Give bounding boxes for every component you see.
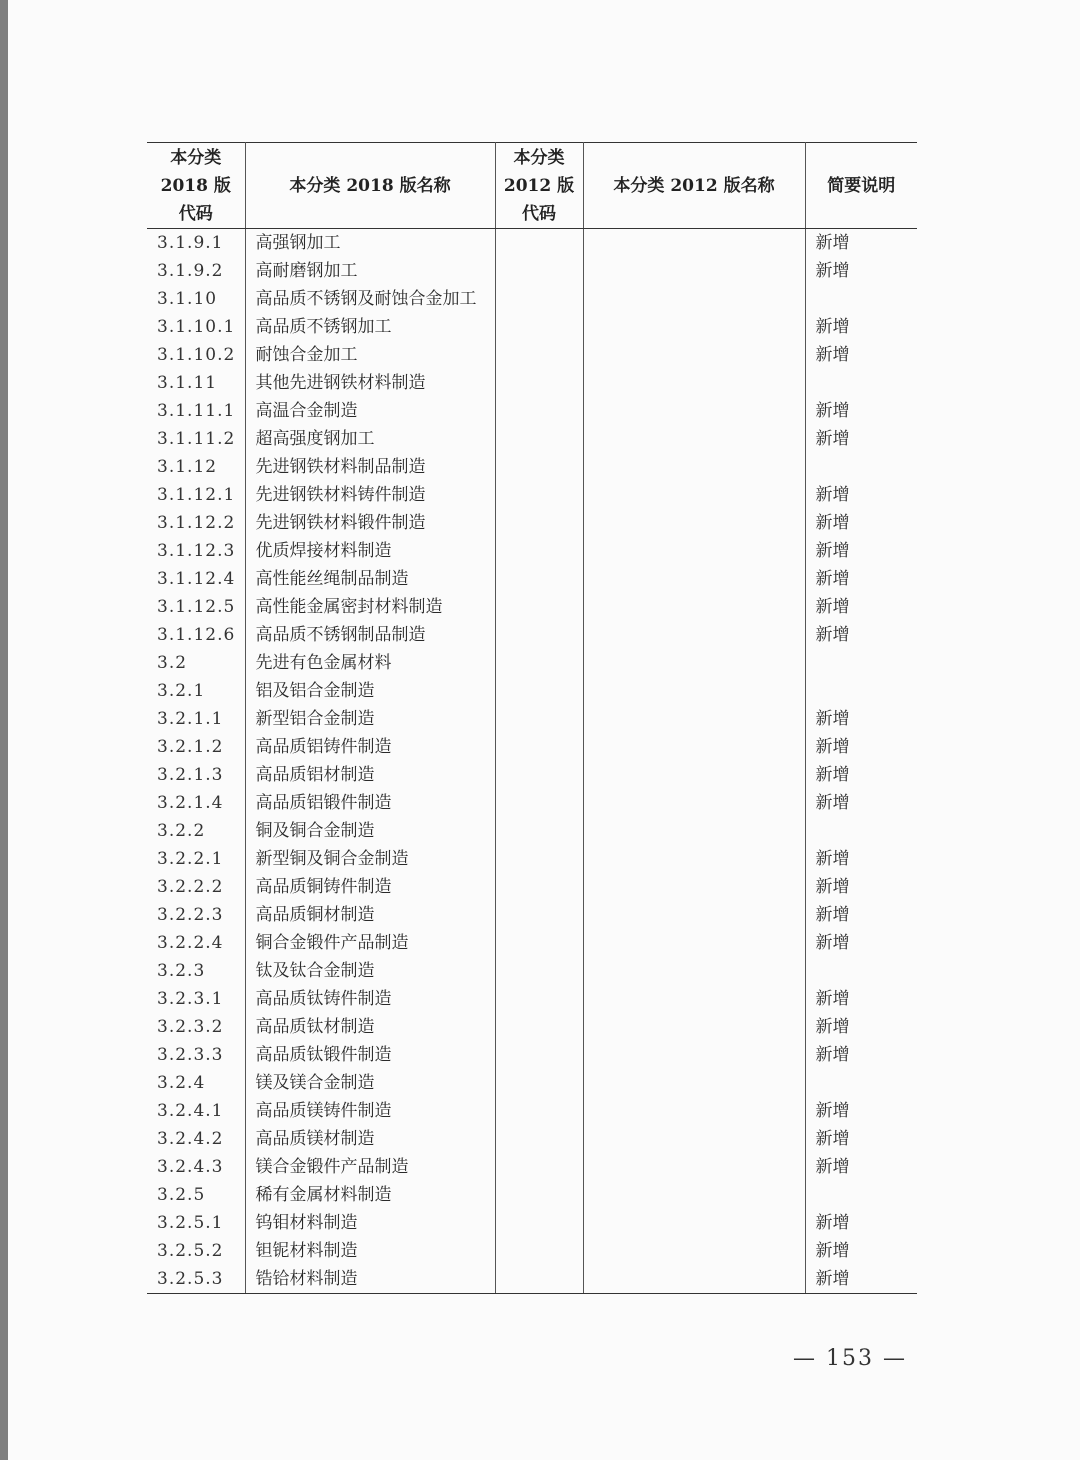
row-name-2012 <box>583 1153 805 1181</box>
row-code: 3.1.10 <box>147 285 245 313</box>
table-row <box>147 397 917 425</box>
row-code-2012 <box>495 761 583 789</box>
row-code-2012 <box>495 453 583 481</box>
row-code-2012 <box>495 733 583 761</box>
row-name-2012 <box>583 481 805 509</box>
row-name-2012 <box>583 957 805 985</box>
row-name-2018: 高品质钛铸件制造 <box>245 985 495 1013</box>
row-note: 新增 <box>815 401 850 421</box>
row-name-2018: 钨钼材料制造 <box>245 1209 495 1237</box>
table-row <box>147 929 917 957</box>
table-row <box>147 593 917 621</box>
row-name-2012 <box>583 1097 805 1125</box>
row-code: 3.1.12.6 <box>147 621 245 649</box>
row-note <box>805 1069 917 1097</box>
row-note: 新增 <box>815 737 850 757</box>
row-code: 3.2.1.2 <box>147 733 245 761</box>
row-code-2012 <box>495 565 583 593</box>
row-code: 3.2.1.1 <box>147 705 245 733</box>
row-code: 3.2.3.3 <box>147 1041 245 1069</box>
row-code: 3.1.12.1 <box>147 481 245 509</box>
table-row <box>147 1069 917 1097</box>
row-name-2012 <box>583 369 805 397</box>
row-note: 新增 <box>815 429 850 449</box>
row-name-2012 <box>583 313 805 341</box>
row-code: 3.2.2.1 <box>147 845 245 873</box>
row-name-2018: 锆铪材料制造 <box>245 1265 495 1294</box>
row-note: 新增 <box>815 1129 850 1149</box>
row-note: 新增 <box>815 1213 850 1233</box>
table-row <box>147 845 917 873</box>
row-name-2012 <box>583 1265 805 1294</box>
row-name-2012 <box>583 593 805 621</box>
row-name-2012 <box>583 1041 805 1069</box>
table-row <box>147 425 917 453</box>
table-row <box>147 649 917 677</box>
table-row <box>147 481 917 509</box>
row-code: 3.2 <box>147 649 245 677</box>
table-row <box>147 369 917 397</box>
row-code: 3.1.11.2 <box>147 425 245 453</box>
row-code: 3.2.2.4 <box>147 929 245 957</box>
row-name-2018: 高品质铜铸件制造 <box>245 873 495 901</box>
row-name-2012 <box>583 761 805 789</box>
row-name-2012 <box>583 901 805 929</box>
row-name-2012 <box>583 845 805 873</box>
row-name-2018: 高耐磨钢加工 <box>245 257 495 285</box>
row-code-2012 <box>495 1069 583 1097</box>
row-code: 3.2.3.1 <box>147 985 245 1013</box>
row-name-2018: 高品质镁铸件制造 <box>245 1097 495 1125</box>
row-code-2012 <box>495 901 583 929</box>
row-name-2018: 钛及钛合金制造 <box>245 957 495 985</box>
header-code-2012 <box>495 143 583 229</box>
row-note: 新增 <box>815 1101 850 1121</box>
row-note: 新增 <box>815 1017 850 1037</box>
row-note: 新增 <box>815 625 850 645</box>
table-body <box>147 229 917 1294</box>
row-code: 3.2.1 <box>147 677 245 705</box>
row-note: 新增 <box>815 765 850 785</box>
row-name-2018: 先进有色金属材料 <box>245 649 495 677</box>
row-name-2012 <box>583 1013 805 1041</box>
row-note: 新增 <box>815 569 850 589</box>
row-code: 3.2.4.1 <box>147 1097 245 1125</box>
row-code: 3.1.12.2 <box>147 509 245 537</box>
table-row <box>147 1041 917 1069</box>
row-note: 新增 <box>815 485 850 505</box>
row-name-2018: 优质焊接材料制造 <box>245 537 495 565</box>
row-code-2012 <box>495 845 583 873</box>
table-row <box>147 1209 917 1237</box>
row-code: 3.1.10.1 <box>147 313 245 341</box>
row-code: 3.1.11 <box>147 369 245 397</box>
table-row <box>147 229 917 258</box>
classification-table <box>147 142 917 1294</box>
row-name-2012 <box>583 509 805 537</box>
page-number: — 153 — <box>793 1346 907 1371</box>
row-name-2018: 稀有金属材料制造 <box>245 1181 495 1209</box>
header-code-2018 <box>147 143 245 229</box>
row-code-2012 <box>495 1041 583 1069</box>
row-name-2012 <box>583 1209 805 1237</box>
row-note: 新增 <box>815 513 850 533</box>
row-code: 3.2.2.3 <box>147 901 245 929</box>
row-name-2018: 镁及镁合金制造 <box>245 1069 495 1097</box>
row-code: 3.2.5.2 <box>147 1237 245 1265</box>
row-name-2018: 新型铝合金制造 <box>245 705 495 733</box>
row-note: 新增 <box>815 933 850 953</box>
header-code-2012-line1: 本分类 <box>513 147 565 168</box>
table-row <box>147 1013 917 1041</box>
row-name-2018: 先进钢铁材料制品制造 <box>245 453 495 481</box>
row-note: 新增 <box>815 597 850 617</box>
table-row <box>147 509 917 537</box>
row-note <box>805 817 917 845</box>
row-name-2012 <box>583 873 805 901</box>
row-code: 3.2.2 <box>147 817 245 845</box>
header-name-2012: 本分类 2012 版名称 <box>583 143 805 229</box>
row-name-2012 <box>583 621 805 649</box>
row-name-2018: 高品质铝铸件制造 <box>245 733 495 761</box>
row-code: 3.2.4.3 <box>147 1153 245 1181</box>
row-name-2018: 其他先进钢铁材料制造 <box>245 369 495 397</box>
row-name-2012 <box>583 1237 805 1265</box>
row-name-2018: 新型铜及铜合金制造 <box>245 845 495 873</box>
row-name-2012 <box>583 453 805 481</box>
table-row <box>147 873 917 901</box>
header-code-2018-line2: 2018 版 <box>160 175 231 196</box>
table-row <box>147 1097 917 1125</box>
table-row <box>147 565 917 593</box>
row-code: 3.1.9.1 <box>147 229 245 258</box>
row-note <box>805 369 917 397</box>
row-name-2018: 先进钢铁材料锻件制造 <box>245 509 495 537</box>
row-name-2012 <box>583 705 805 733</box>
row-code-2012 <box>495 1125 583 1153</box>
header-code-2018-line3: 代码 <box>178 203 213 224</box>
row-name-2018: 铜合金锻件产品制造 <box>245 929 495 957</box>
row-name-2012 <box>583 341 805 369</box>
row-code-2012 <box>495 481 583 509</box>
row-name-2018: 高性能丝绳制品制造 <box>245 565 495 593</box>
row-code-2012 <box>495 1181 583 1209</box>
table-header-row <box>147 143 917 229</box>
row-code-2012 <box>495 397 583 425</box>
row-name-2018: 高品质铝材制造 <box>245 761 495 789</box>
row-code-2012 <box>495 957 583 985</box>
row-code-2012 <box>495 425 583 453</box>
table-row <box>147 985 917 1013</box>
row-code-2012 <box>495 621 583 649</box>
row-note: 新增 <box>815 317 850 337</box>
row-name-2012 <box>583 537 805 565</box>
row-name-2012 <box>583 397 805 425</box>
row-code: 3.2.3 <box>147 957 245 985</box>
row-name-2012 <box>583 565 805 593</box>
row-name-2018: 高性能金属密封材料制造 <box>245 593 495 621</box>
row-note: 新增 <box>815 233 850 253</box>
page-edge <box>0 0 8 1460</box>
table-row <box>147 453 917 481</box>
row-name-2012 <box>583 985 805 1013</box>
row-name-2012 <box>583 1069 805 1097</box>
table-row <box>147 313 917 341</box>
row-code: 3.2.5.3 <box>147 1265 245 1294</box>
row-code-2012 <box>495 369 583 397</box>
row-name-2018: 高品质铜材制造 <box>245 901 495 929</box>
row-name-2018: 高品质钛材制造 <box>245 1013 495 1041</box>
row-note: 新增 <box>815 261 850 281</box>
row-name-2012 <box>583 1181 805 1209</box>
row-name-2018: 超高强度钢加工 <box>245 425 495 453</box>
row-note: 新增 <box>815 877 850 897</box>
row-code-2012 <box>495 1153 583 1181</box>
table-row <box>147 901 917 929</box>
row-code: 3.1.12.5 <box>147 593 245 621</box>
row-code-2012 <box>495 229 583 258</box>
row-code-2012 <box>495 873 583 901</box>
row-code: 3.2.1.4 <box>147 789 245 817</box>
header-code-2018-line1: 本分类 <box>170 147 222 168</box>
row-note <box>805 677 917 705</box>
row-code-2012 <box>495 1013 583 1041</box>
row-code-2012 <box>495 509 583 537</box>
row-note: 新增 <box>815 1157 850 1177</box>
row-code-2012 <box>495 593 583 621</box>
row-name-2018: 高品质镁材制造 <box>245 1125 495 1153</box>
row-code: 3.2.5.1 <box>147 1209 245 1237</box>
row-code-2012 <box>495 1265 583 1294</box>
row-name-2012 <box>583 425 805 453</box>
row-name-2018: 高品质钛锻件制造 <box>245 1041 495 1069</box>
row-note: 新增 <box>805 1265 917 1294</box>
row-note: 新增 <box>815 541 850 561</box>
row-name-2018: 高温合金制造 <box>245 397 495 425</box>
row-name-2018: 高品质不锈钢加工 <box>245 313 495 341</box>
table-row <box>147 257 917 285</box>
row-code-2012 <box>495 1097 583 1125</box>
row-name-2012 <box>583 677 805 705</box>
row-code-2012 <box>495 817 583 845</box>
row-code-2012 <box>495 1209 583 1237</box>
row-code: 3.2.2.2 <box>147 873 245 901</box>
row-code-2012 <box>495 789 583 817</box>
row-note: 新增 <box>815 989 850 1009</box>
table-row <box>147 341 917 369</box>
row-name-2018: 镁合金锻件产品制造 <box>245 1153 495 1181</box>
row-code: 3.2.1.3 <box>147 761 245 789</box>
row-name-2012 <box>583 929 805 957</box>
row-note: 新增 <box>815 345 850 365</box>
row-code: 3.2.5 <box>147 1181 245 1209</box>
row-note: 新增 <box>815 905 850 925</box>
row-name-2018: 高品质不锈钢及耐蚀合金加工 <box>245 285 495 313</box>
header-code-2012-line2: 2012 版 <box>503 175 575 196</box>
row-name-2012 <box>583 817 805 845</box>
row-name-2012 <box>583 733 805 761</box>
row-name-2012 <box>583 789 805 817</box>
table-row <box>147 1265 917 1294</box>
document-page <box>8 0 1080 1460</box>
row-code: 3.2.4.2 <box>147 1125 245 1153</box>
table-row <box>147 1153 917 1181</box>
row-code-2012 <box>495 929 583 957</box>
table-row <box>147 733 917 761</box>
row-code-2012 <box>495 313 583 341</box>
table-row <box>147 957 917 985</box>
row-code: 3.1.12.4 <box>147 565 245 593</box>
row-note <box>805 285 917 313</box>
row-name-2012 <box>583 229 805 258</box>
table-row <box>147 537 917 565</box>
row-note: 新增 <box>815 1045 850 1065</box>
table-row <box>147 677 917 705</box>
row-code-2012 <box>495 705 583 733</box>
row-code: 3.1.12.3 <box>147 537 245 565</box>
row-code: 3.2.4 <box>147 1069 245 1097</box>
row-name-2018: 铝及铝合金制造 <box>245 677 495 705</box>
table-row <box>147 705 917 733</box>
row-code: 3.1.9.2 <box>147 257 245 285</box>
row-note <box>805 453 917 481</box>
row-code-2012 <box>495 257 583 285</box>
row-name-2012 <box>583 649 805 677</box>
row-name-2018: 高强钢加工 <box>245 229 495 258</box>
table-row <box>147 789 917 817</box>
row-name-2018: 耐蚀合金加工 <box>245 341 495 369</box>
row-code: 3.1.10.2 <box>147 341 245 369</box>
row-note: 新增 <box>815 793 850 813</box>
row-code: 3.1.11.1 <box>147 397 245 425</box>
row-note <box>805 957 917 985</box>
row-name-2018: 铜及铜合金制造 <box>245 817 495 845</box>
row-code-2012 <box>495 1237 583 1265</box>
row-code: 3.2.3.2 <box>147 1013 245 1041</box>
row-note: 新增 <box>815 849 850 869</box>
row-code-2012 <box>495 985 583 1013</box>
row-name-2018: 先进钢铁材料铸件制造 <box>245 481 495 509</box>
row-note: 新增 <box>815 709 850 729</box>
row-name-2012 <box>583 257 805 285</box>
header-name-2018: 本分类 2018 版名称 <box>245 143 495 229</box>
table-row <box>147 1237 917 1265</box>
row-code: 3.1.12 <box>147 453 245 481</box>
row-code-2012 <box>495 649 583 677</box>
table-row <box>147 1181 917 1209</box>
row-note <box>805 1181 917 1209</box>
row-name-2012 <box>583 285 805 313</box>
row-name-2018: 钽铌材料制造 <box>245 1237 495 1265</box>
row-code-2012 <box>495 341 583 369</box>
table-row <box>147 621 917 649</box>
row-code-2012 <box>495 537 583 565</box>
header-note: 简要说明 <box>805 143 917 229</box>
table-row <box>147 285 917 313</box>
row-name-2018: 高品质铝锻件制造 <box>245 789 495 817</box>
row-note: 新增 <box>815 1241 850 1261</box>
header-code-2012-line3: 代码 <box>522 203 556 224</box>
row-note <box>805 649 917 677</box>
table-row <box>147 1125 917 1153</box>
row-code-2012 <box>495 285 583 313</box>
row-name-2012 <box>583 1125 805 1153</box>
row-code-2012 <box>495 677 583 705</box>
table-row <box>147 817 917 845</box>
row-name-2018: 高品质不锈钢制品制造 <box>245 621 495 649</box>
table-row <box>147 761 917 789</box>
